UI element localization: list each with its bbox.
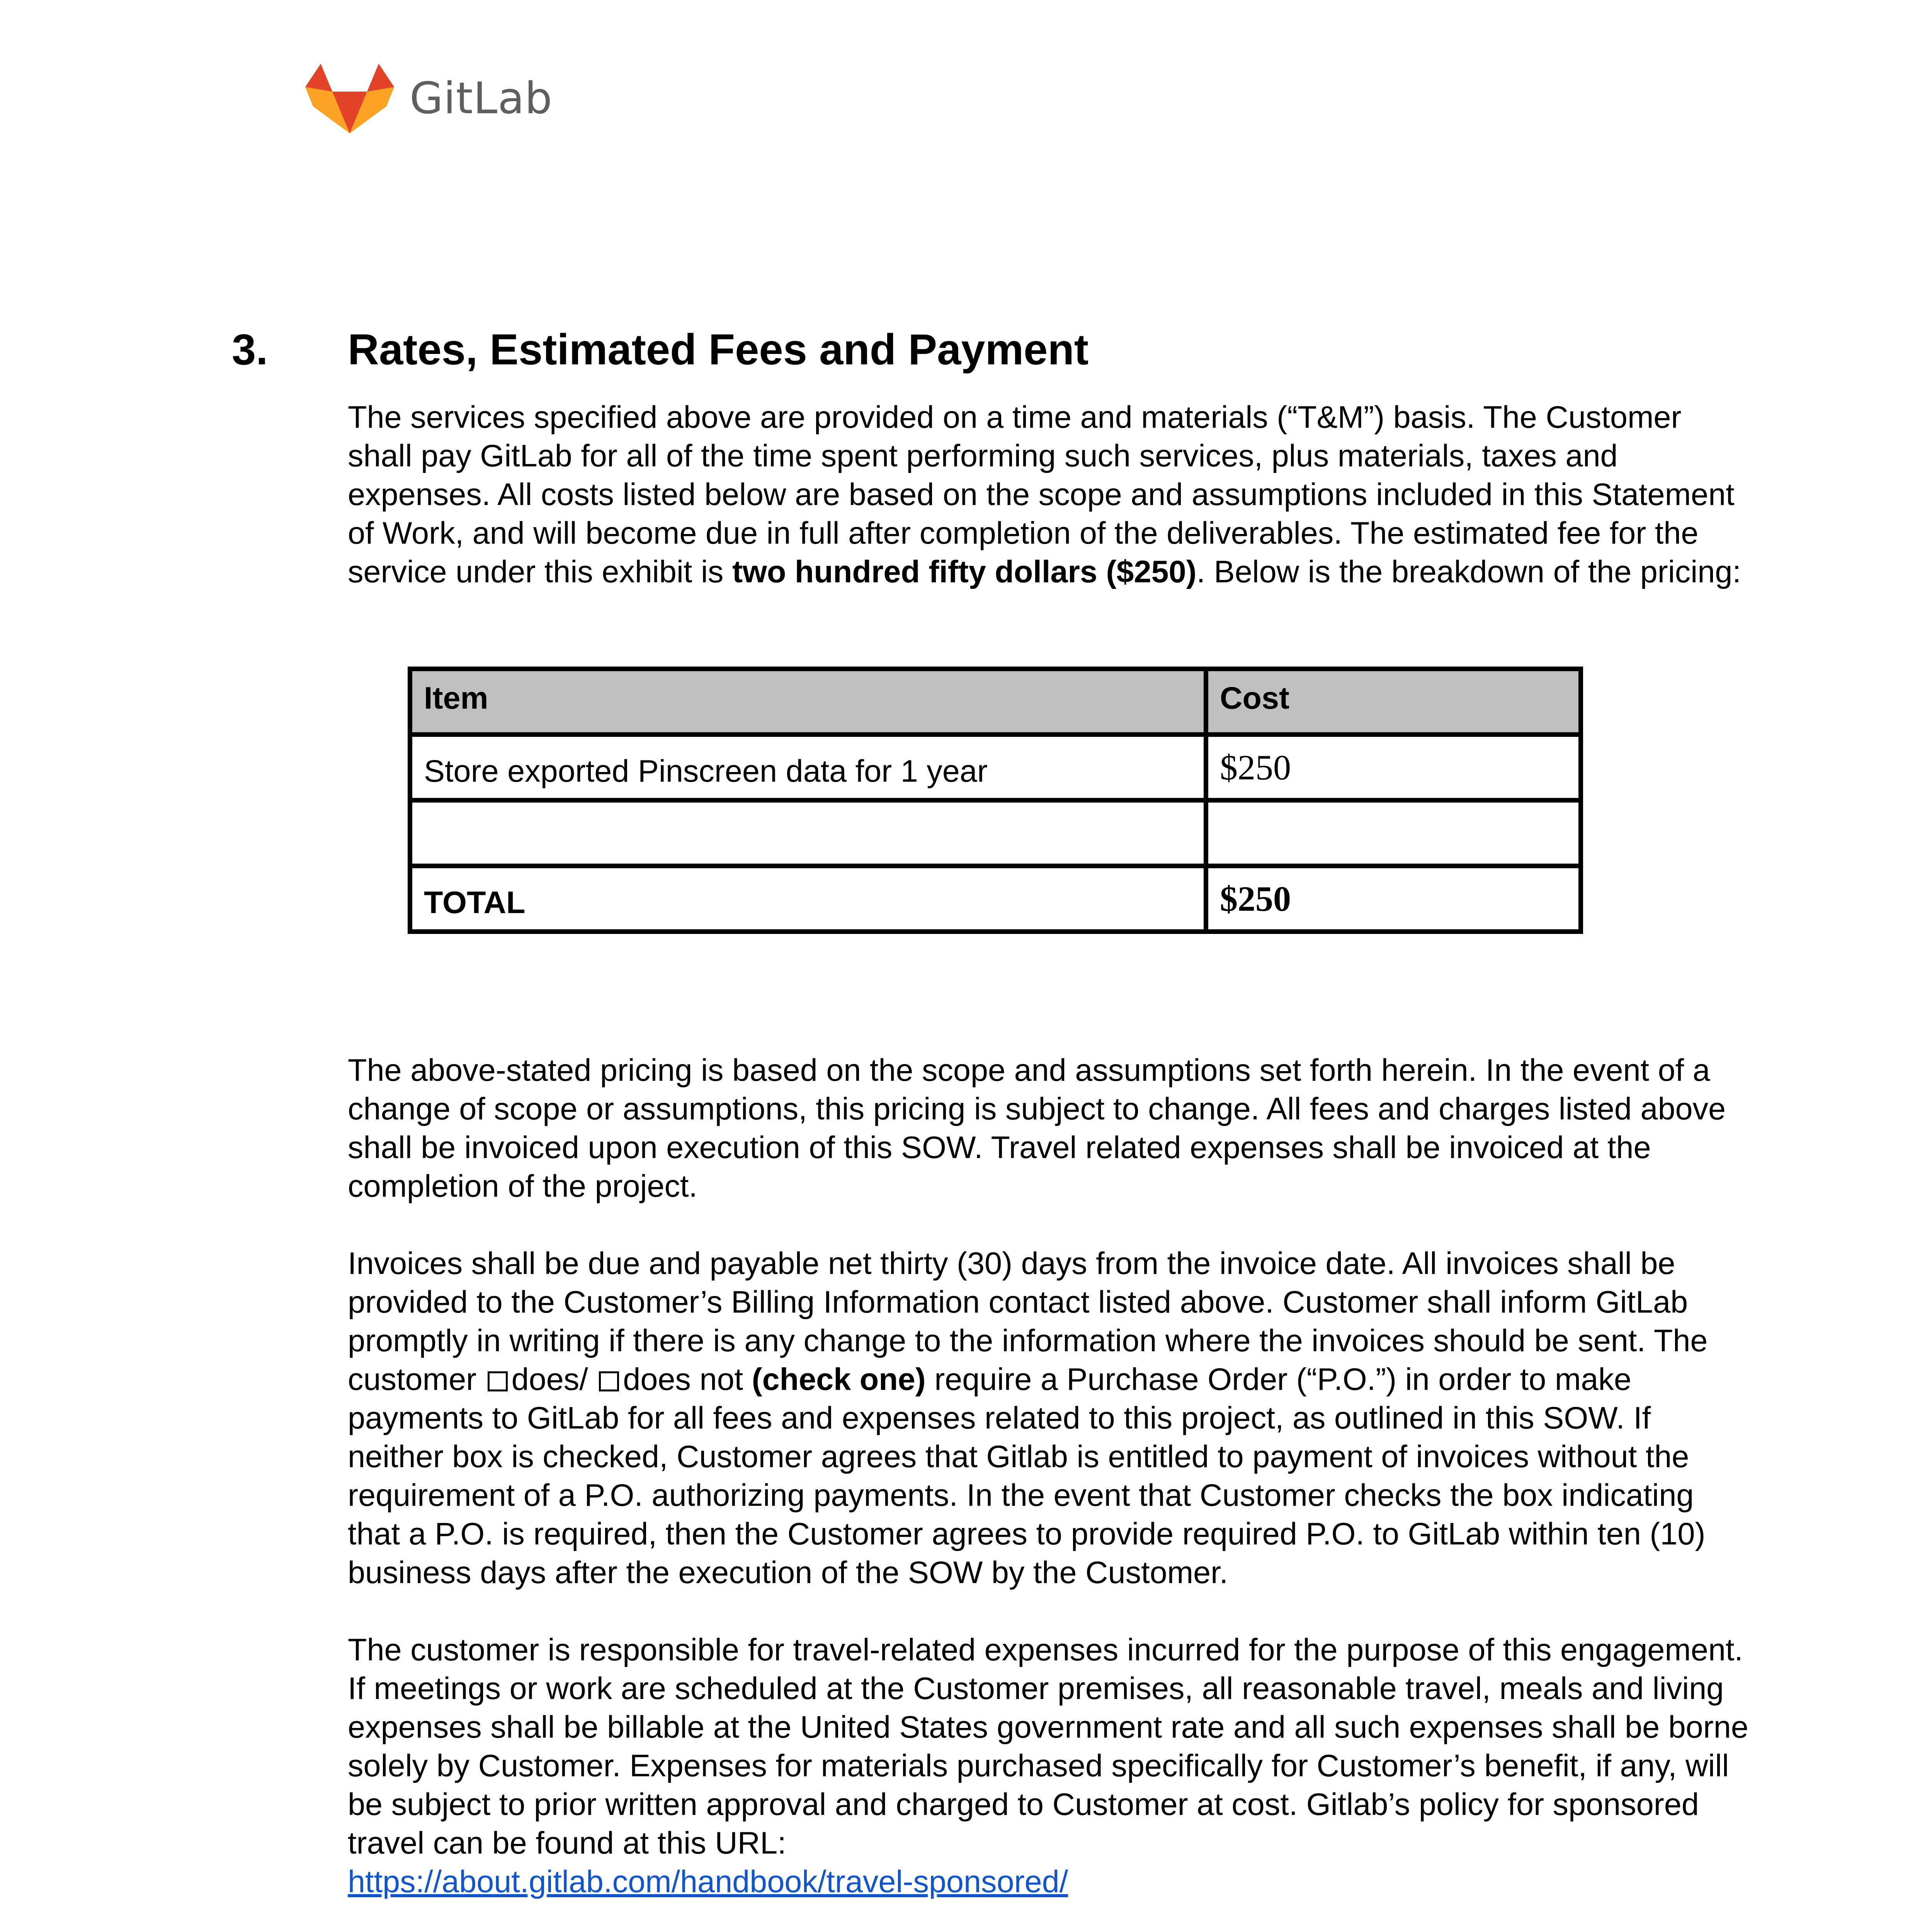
total-cost: $250 xyxy=(1206,866,1581,932)
row-cost: $250 xyxy=(1206,735,1581,800)
travel-paragraph xyxy=(348,1631,1754,1901)
gitlab-fox-icon xyxy=(305,64,394,133)
header-cost: Cost xyxy=(1206,669,1581,735)
pricing-table xyxy=(408,667,1583,934)
section-number: 3. xyxy=(232,325,268,374)
does-not-label: does not xyxy=(623,1362,743,1397)
pricing-basis-paragraph: The above-stated pricing is based on the scope and assumptions set forth herein. In the event of a change of scope or assumptions, this pricing is subject to change. All fees and charges listed above shall be invoiced upon execution of this SOW. Travel related expenses shall be invoiced at the completion of the project. xyxy=(348,1053,1726,1204)
table-row xyxy=(410,800,1581,866)
intro-text-end: . Below is the breakdown of the pricing: xyxy=(1196,554,1741,589)
intro-paragraph xyxy=(348,398,1754,591)
section-title: Rates, Estimated Fees and Payment xyxy=(348,325,1089,374)
estimated-fee: two hundred fifty dollars ($250) xyxy=(732,554,1197,589)
gitlab-logo xyxy=(305,64,553,133)
logo-text: GitLab xyxy=(410,73,553,124)
travel-text: The customer is responsible for travel-related expenses incurred for the purpose of this engagement. If meetings or work are scheduled at the Customer premises, all reasonable travel, meals and living expenses shall be billable at the United States government rate and all such expenses shall be borne solely by Customer. Expenses for materials purchased specifically for Customer’s benefit, if any, will be subject to prior written approval and charged to Customer at cost. Gitlab’s policy for sponsored travel can be found at this URL: xyxy=(348,1633,1748,1861)
check-one-label: (check one) xyxy=(752,1362,926,1397)
row-item xyxy=(410,800,1206,866)
total-label: TOTAL xyxy=(410,866,1206,932)
header-item: Item xyxy=(410,669,1206,735)
invoices-text: Invoices shall be due and payable net thirty (30) days from the invoice date. All invoices shall be provided to the Customer’s Billing Information contact listed above. Customer shall inform GitLab promptly in writing if there is any change to the information where the invoices should be sent. The customer xyxy=(348,1246,1708,1397)
row-item: Store exported Pinscreen data for 1 year xyxy=(410,735,1206,800)
table-total-row xyxy=(410,866,1581,932)
intro-text: The services specified above are provided on a time and materials (“T&M”) basis. The Customer shall pay GitLab for all of the time spent performing such services, plus materials, taxes and expenses. All costs listed below are based on the scope and assumptions included in this Statement of Work, and will become due in full after completion of the deliverables. The estimated fee for the service under this exhibit is xyxy=(348,400,1735,589)
travel-policy-link[interactable]: https://about.gitlab.com/handbook/travel-sponsored/ xyxy=(348,1864,1068,1899)
does-not-checkbox[interactable] xyxy=(599,1371,619,1391)
row-cost xyxy=(1206,800,1581,866)
invoices-text-end: require a Purchase Order (“P.O.”) in order to make payments to GitLab for all fees and expenses related to this project, as outlined in this SOW. If neither box is checked, Customer agrees that Gitlab is entitled to payment of invoices without the requirement of a P.O. authorizing payments. In the event that Customer checks the box indicating that a P.O. is required, then the Customer agrees to provide required P.O. to GitLab within ten (10) business days after the execution of the SOW by the Customer. xyxy=(348,1362,1706,1590)
invoices-paragraph xyxy=(348,1244,1754,1592)
table-row xyxy=(410,735,1581,800)
table-header-row xyxy=(410,669,1581,735)
does-label: does/ xyxy=(511,1362,588,1397)
does-checkbox[interactable] xyxy=(488,1371,508,1391)
